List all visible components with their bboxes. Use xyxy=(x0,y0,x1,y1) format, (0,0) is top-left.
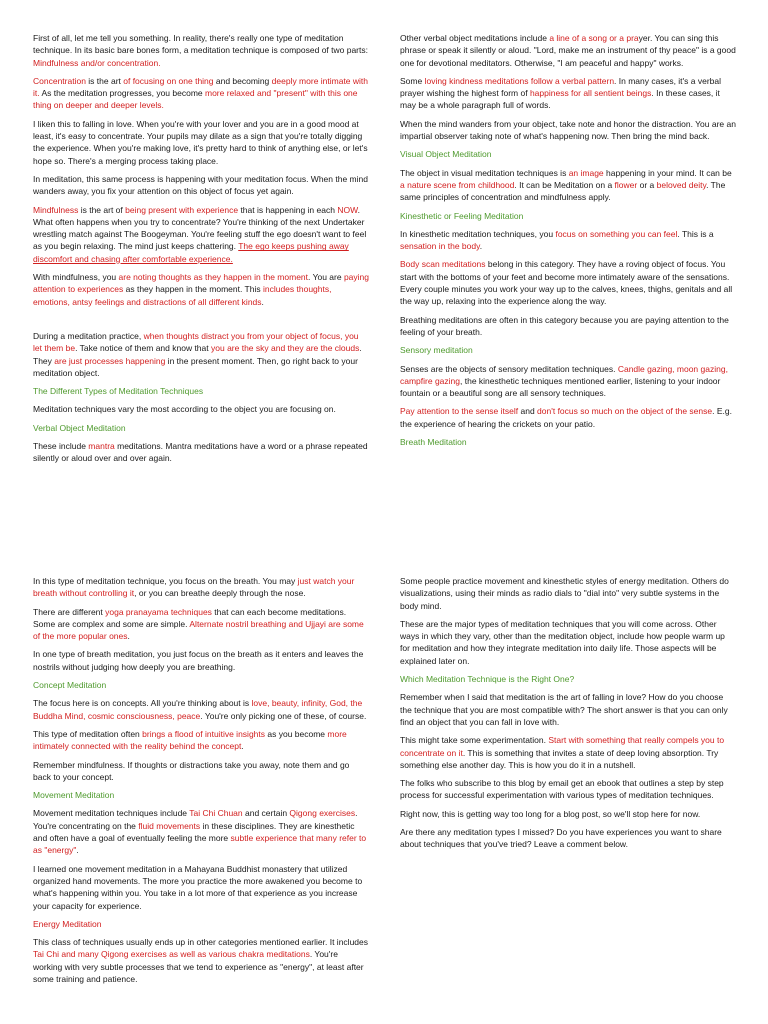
text-run: . You're concentrating on the xyxy=(33,808,358,831)
text-run: is the art of xyxy=(78,204,126,215)
paragraph xyxy=(400,118,736,143)
highlighted-phrase: yoga pranayama techniques xyxy=(105,606,212,617)
highlighted-phrase: Body scan meditations xyxy=(400,259,486,270)
text-run: This class of techniques usually ends up in other categories mentioned earlier. It includes xyxy=(33,937,368,948)
column-top-right xyxy=(400,32,736,454)
column-bottom-right xyxy=(400,575,736,857)
paragraph xyxy=(33,759,369,784)
highlighted-phrase: loving kindness meditations follow a verbal pattern xyxy=(424,75,615,86)
column-bottom-left xyxy=(33,575,369,991)
highlighted-phrase: of focusing on one thing xyxy=(123,75,214,86)
highlighted-phrase: love, beauty, infinity, God, the Buddha Mind, cosmic consciousness, peace xyxy=(33,698,363,721)
paragraph xyxy=(33,330,369,379)
highlighted-phrase: just watch your breath without controlling it xyxy=(33,576,355,599)
paragraph xyxy=(400,314,736,339)
text-run: . What often happens when you try to concentrate? You're thinking of the next Undertaker wrestling match against The Boogeyman. You're feeling stuff the ego doesn't want to feel as you begin relaxing. The mind just keeps chattering. xyxy=(33,204,367,252)
highlighted-phrase: an image xyxy=(568,167,604,178)
text-run: When the mind wanders from your object, take note and honor the distraction. You are an impartial observer taking note of what's happening now. Then bring the mind back. xyxy=(400,118,736,142)
text-run: The folks who subscribe to this blog by email get an ebook that outlines a step by step process for successful experimentation with various types of meditation techniques. xyxy=(400,778,724,801)
paragraph xyxy=(33,936,369,985)
highlighted-phrase: subtle experience that many refer to as "energy" xyxy=(33,833,367,856)
text-run: meditations. Mantra meditations have a word or a phrase repeated silently or aloud over and over again. xyxy=(33,441,368,464)
paragraph xyxy=(33,173,369,198)
highlighted-phrase: flower xyxy=(614,179,638,190)
paragraph xyxy=(33,271,369,308)
paragraph xyxy=(33,75,369,112)
highlighted-phrase: Alternate nostril breathing and Ujjayi are some of the more popular ones xyxy=(33,618,364,642)
text-run: that can each become meditations. Some are complex and some are simple. xyxy=(33,606,347,629)
paragraph xyxy=(400,826,736,851)
text-run: as you become xyxy=(265,728,328,739)
text-run: First of all, let me tell you something. In reality, there's really one type of meditation technique. In its basic bare bones form, a meditation technique is composed of two parts: xyxy=(33,33,368,56)
highlighted-phrase: focus on something you can feel xyxy=(555,228,678,239)
paragraph xyxy=(400,363,736,400)
highlighted-phrase: includes thoughts, emotions, antsy feelings and distractions of all different kinds xyxy=(33,284,332,307)
section-heading: Kinesthetic or Feeling Meditation xyxy=(400,210,524,221)
section-heading: The Different Types of Meditation Techniques xyxy=(33,386,204,397)
paragraph xyxy=(400,691,736,728)
text-run: . xyxy=(241,741,244,752)
text-run: . They xyxy=(33,343,362,366)
text-run: . This is something that invites a state of deep loving absorption. Try something else another day. This is how you do it in a nutshell. xyxy=(400,747,719,770)
text-run: in the present moment. Then, go right back to your meditation object. xyxy=(33,355,358,378)
paragraph xyxy=(33,403,369,415)
text-run: Some xyxy=(400,75,425,86)
text-run: There are different xyxy=(33,606,106,617)
highlighted-phrase: Qigong exercises xyxy=(289,808,356,819)
text-run: . xyxy=(127,631,130,642)
highlighted-phrase: when thoughts distract you from your object of focus, you let them be xyxy=(33,330,359,354)
paragraph xyxy=(400,228,736,253)
text-run: . The same principles of concentration and mindfulness apply. xyxy=(400,179,726,203)
paragraph xyxy=(400,575,736,612)
paragraph xyxy=(400,167,736,204)
paragraph xyxy=(33,32,369,69)
highlighted-phrase: a nature scene from childhood xyxy=(400,179,515,190)
paragraph xyxy=(33,575,369,600)
paragraph xyxy=(400,32,736,69)
highlighted-phrase: Tai Chi Chuan xyxy=(189,808,243,819)
text-run: , the kinesthetic techniques mentioned earlier, listening to your indoor fountain or a beautiful song are all sensory techniques. xyxy=(400,375,721,399)
section-heading: Which Meditation Technique is the Right One? xyxy=(400,674,575,685)
text-run: In meditation, this same process is happening with your meditation focus. When the mind wanders away, you fix your attention on this object of focus yet again. xyxy=(33,173,368,197)
text-run: . You are xyxy=(308,272,344,283)
highlighted-phrase: Mindfulness and/or concentration. xyxy=(33,57,161,68)
text-run: During a meditation practice, xyxy=(33,330,144,341)
text-run: This might take some experimentation. xyxy=(400,735,549,746)
text-run: Senses are the objects of sensory meditation techniques. xyxy=(400,363,618,374)
paragraph xyxy=(33,606,369,643)
text-run: Meditation techniques vary the most according to the object you are focusing on. xyxy=(33,404,336,415)
text-run: yer. You can sing this phrase or speak it silently or aloud. "Lord, make me an instrument of thy peace" is a good one for devotional meditators. Otherwise, "I am peaceful and happy" works. xyxy=(400,33,736,68)
text-run: Breathing meditations are often in this category because you are paying attention to the feeling of your breath. xyxy=(400,314,729,337)
text-run: . In these cases, it may be a whole paragraph full of words. xyxy=(400,88,720,111)
section-heading: Breath Meditation xyxy=(400,437,467,448)
highlighted-phrase: don't focus so much on the object of the sense xyxy=(537,406,713,417)
text-run: Remember when I said that meditation is the art of falling in love? How do you choose the technique that you are most compatible with? The short answer is that you can only find an object that you can fall in love with. xyxy=(400,692,728,727)
paragraph xyxy=(33,118,369,167)
highlighted-phrase: Start with something that really compels you to concentrate on it xyxy=(400,735,725,758)
text-run: With mindfulness, you xyxy=(33,272,119,283)
text-run: and xyxy=(518,406,538,417)
paragraph xyxy=(33,440,369,465)
text-run: . You're working with very subtle processes that we tend to experience as "energy", at least after some training and patience. xyxy=(33,949,364,985)
text-run: . xyxy=(261,296,264,307)
highlighted-phrase: being present with experience xyxy=(125,204,239,215)
text-run: Movement meditation techniques include xyxy=(33,808,190,819)
highlighted-phrase: are noting thoughts as they happen in the moment xyxy=(118,272,309,283)
text-run: These are the major types of meditation techniques that you will come across. Other ways in which they vary, other than the meditation object, include how people warm up for meditation and how they integrate meditation into daily life. Those aspects will be explained later on. xyxy=(400,618,725,666)
highlighted-phrase: more relaxed and "present" with this one thing on deeper and deeper levels. xyxy=(33,88,358,111)
text-run: belong in this category. They have a roving object of focus. You start with the bottoms of your feet and become more intimately aware of the sensations. Every couple minutes you work your way up to the calves, knees, thighs, genitals and all the way up, relaxing into the experience along the way. xyxy=(400,259,733,307)
text-run: Right now, this is getting way too long for a blog post, so we'll stop here for now. xyxy=(400,808,701,819)
paragraph xyxy=(400,808,736,820)
paragraph xyxy=(33,697,369,722)
highlighted-phrase: deeply more intimate with it. xyxy=(33,75,369,99)
text-run: and becoming xyxy=(213,75,272,86)
text-run: , or you can breathe deeply through the nose. xyxy=(134,588,306,599)
text-run: I liken this to falling in love. When you're with your lover and you are in a good mood at least, it's easy to concentrate. Your pupils may dilate as a sign that you're totally digging the experience. When you're making love, it's pretty hard to think of anything else, or let's hope so. There's a merging process taking place. xyxy=(33,118,368,166)
section-heading: Visual Object Meditation xyxy=(400,149,492,160)
text-run: . It can be Meditation on a xyxy=(514,179,615,190)
text-run: in these disciplines. They are kinesthetic and often have a goal of eventually feeling the more xyxy=(33,820,355,844)
paragraph xyxy=(400,734,736,771)
paragraph xyxy=(33,807,369,856)
text-run: happening in your mind. It can be xyxy=(603,167,732,178)
text-run: as they happen in the moment. This xyxy=(123,284,263,295)
highlighted-phrase: Mindfulness xyxy=(33,204,79,215)
text-run: that is happening in each xyxy=(238,204,338,215)
text-run: These include xyxy=(33,441,89,452)
text-run: and certain xyxy=(242,808,290,819)
text-run: . Take notice of them and know that xyxy=(75,343,211,354)
paragraph xyxy=(400,258,736,307)
highlighted-phrase: paying attention to experiences xyxy=(33,272,369,295)
paragraph xyxy=(33,863,369,912)
paragraph xyxy=(33,648,369,673)
text-run: . In many cases, it's a verbal prayer wishing the highest form of xyxy=(400,75,722,99)
text-run: The focus here is on concepts. All you're thinking about is xyxy=(33,698,252,709)
text-run: Remember mindfulness. If thoughts or distractions take you away, note them and go back to your concept. xyxy=(33,759,350,782)
text-run: is the art xyxy=(85,75,124,86)
text-run: In this type of meditation technique, you focus on the breath. You may xyxy=(33,576,298,586)
section-heading: Energy Meditation xyxy=(33,918,102,929)
text-run: . E.g. the experience of hearing the crickets on your patio. xyxy=(400,406,732,429)
text-run: Some people practice movement and kinesthetic styles of energy meditation. Others do visualizations, using their minds as radio dials to "dial into" very subtle systems in the body mind. xyxy=(400,576,729,611)
paragraph xyxy=(33,728,369,753)
highlighted-phrase: a line of a song or a pra xyxy=(549,33,639,43)
column-top-left xyxy=(33,32,369,471)
text-run: In one type of breath meditation, you just focus on the breath as it enters and leaves the nostrils without judging how deeply you are breathing. xyxy=(33,649,364,672)
text-run: Other verbal object meditations include xyxy=(400,33,550,43)
highlighted-phrase: Candle gazing, moon gazing, campfire gazing xyxy=(400,363,728,386)
highlighted-phrase: Pay attention to the sense itself xyxy=(400,406,519,417)
highlighted-phrase: The ego keeps pushing away discomfort and chasing after comfortable experience. xyxy=(33,241,349,264)
text-run: This type of meditation often xyxy=(33,728,143,739)
highlighted-phrase: happiness for all sentient beings xyxy=(529,88,652,99)
paragraph xyxy=(400,777,736,802)
highlighted-phrase: more intimately connected with the reality behind the concept xyxy=(33,728,347,752)
highlighted-phrase: mantra xyxy=(88,441,115,452)
paragraph xyxy=(400,405,736,430)
paragraph xyxy=(400,75,736,112)
text-run: As the meditation progresses, you become xyxy=(39,88,205,99)
highlighted-phrase: you are the sky and they are the clouds xyxy=(211,343,360,354)
text-run: . You're only picking one of these, of course. xyxy=(200,710,367,721)
text-run: . xyxy=(76,845,79,856)
text-run: In kinesthetic meditation techniques, you xyxy=(400,228,556,239)
highlighted-phrase: brings a flood of intuitive insights xyxy=(142,728,266,739)
highlighted-phrase: beloved deity xyxy=(656,179,707,190)
highlighted-phrase: Tai Chi and many Qigong exercises as well as various chakra meditations xyxy=(33,949,310,960)
highlighted-phrase: sensation in the body xyxy=(400,241,480,252)
text-run: . xyxy=(479,241,483,252)
section-heading: Concept Meditation xyxy=(33,680,107,691)
paragraph xyxy=(33,204,369,265)
text-run: Are there any meditation types I missed? Do you have experiences you want to share about techniques that you've tried? Leave a comment below. xyxy=(400,827,722,850)
section-heading: Sensory meditation xyxy=(400,345,473,356)
highlighted-phrase: fluid movements xyxy=(138,820,201,831)
section-heading: Verbal Object Meditation xyxy=(33,422,126,433)
text-run: The object in visual meditation techniques is xyxy=(400,167,569,178)
text-run: I learned one movement meditation in a Mahayana Buddhist monastery that utilized organized hand movements. The more you practice the more awakened you become to what's happening within you. You take in a lot more of that experience as you increase your capacity for experience. xyxy=(33,863,363,911)
highlighted-phrase: NOW xyxy=(337,204,358,215)
highlighted-phrase: are just processes happening xyxy=(54,355,166,366)
section-heading: Movement Meditation xyxy=(33,790,115,801)
paragraph xyxy=(400,618,736,667)
highlighted-phrase: Concentration xyxy=(33,75,86,86)
text-run: or a xyxy=(637,179,657,190)
text-run: . This is a xyxy=(677,228,714,239)
